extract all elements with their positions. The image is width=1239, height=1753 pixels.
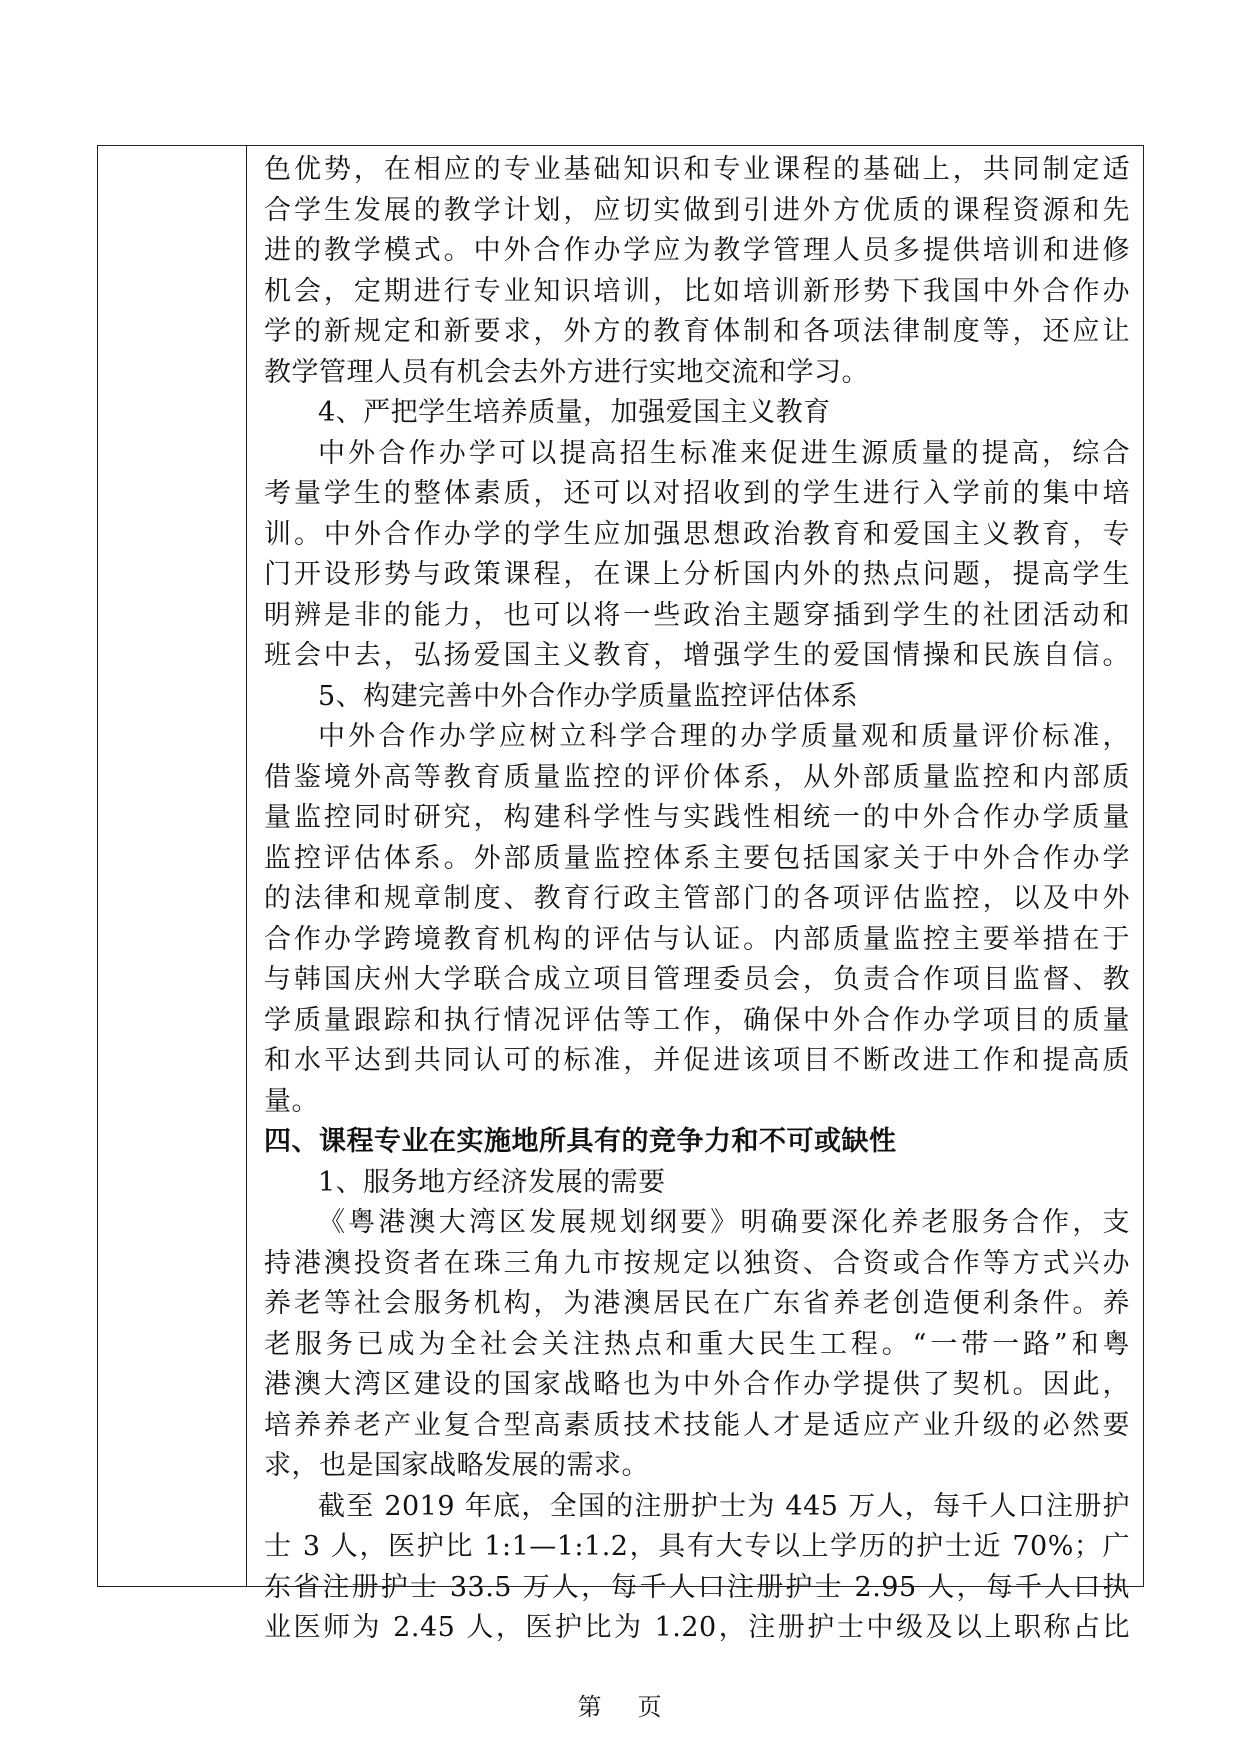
text-line: 养老等社会服务机构，为港澳居民在广东省养老创造便利条件。养 [264,1288,1130,1319]
text-line: 培养养老产业复合型高素质技术技能人才是适应产业升级的必然要 [264,1409,1130,1441]
text-line: 4、严把学生培养质量，加强爱国主义教育 [318,397,831,428]
text-line: 1、服务地方经济发展的需要 [318,1166,666,1198]
page-footer [0,1687,1239,1722]
footer-suffix: 页 [637,1693,662,1721]
text-line: 监控评估体系。外部质量监控体系主要包括国家关于中外合作办学 [264,842,1130,874]
text-line: 与韩国庆州大学联合成立项目管理委员会，负责合作项目监督、教 [264,964,1130,995]
column-divider [246,146,247,1586]
text-line: 截至 2019 年底，全国的注册护士为 445 万人，每千人口注册护 [318,1490,1130,1522]
text-line: 考量学生的整体素质，还可以对招收到的学生进行入学前的集中培 [264,478,1130,509]
text-line: 借鉴境外高等教育质量监控的评价体系，从外部质量监控和内部质 [264,761,1130,793]
body-text [264,150,1130,1649]
text-line: 中外合作办学可以提高招生标准来促进生源质量的提高，综合 [318,437,1130,469]
text-line: 进的教学模式。中外合作办学应为教学管理人员多提供培训和进修 [264,235,1130,266]
text-line: 5、构建完善中外合作办学质量监控评估体系 [318,680,859,712]
text-line: 东省注册护士 33.5 万人，每千人口注册护士 2.95 人，每千人口执 [264,1571,1130,1603]
section-heading: 四、课程专业在实施地所具有的竞争力和不可或缺性 [264,1126,897,1157]
text-line: 学质量跟踪和执行情况评估等工作，确保中外合作办学项目的质量 [264,1004,1130,1036]
text-line: 港澳大湾区建设的国家战略也为中外合作办学提供了契机。因此， [264,1369,1130,1400]
text-line: 持港澳投资者在珠三角九市按规定以独资、合资或合作等方式兴办 [264,1247,1130,1279]
text-line: 训。中外合作办学的学生应加强思想政治教育和爱国主义教育，专 [264,518,1130,550]
text-line: 士 3 人，医护比 1:1—1:1.2，具有大专以上学历的护士近 70%；广 [264,1531,1130,1562]
text-line: 明辨是非的能力，也可以将一些政治主题穿插到学生的社团活动和 [264,599,1130,631]
text-line: 和水平达到共同认可的标准，并促进该项目不断改进工作和提高质 [264,1045,1130,1076]
text-line: 学的新规定和新要求，外方的教育体制和各项法律制度等，还应让 [264,316,1130,347]
text-line: 机会，定期进行专业知识培训，比如培训新形势下我国中外合作办 [264,275,1130,307]
footer-prefix: 第 [577,1693,602,1721]
text-line: 门开设形势与政策课程，在课上分析国内外的热点问题，提高学生 [264,559,1130,590]
text-line: 色优势，在相应的专业基础知识和专业课程的基础上，共同制定适 [264,154,1130,185]
text-line: 合作办学跨境教育机构的评估与认证。内部质量监控主要举措在于 [264,923,1130,955]
text-line: 量监控同时研究，构建科学性与实践性相统一的中外合作办学质量 [264,802,1130,833]
text-line: 合学生发展的教学计划，应切实做到引进外方优质的课程资源和先 [264,194,1130,226]
text-line: 的法律和规章制度、教育行政主管部门的各项评估监控，以及中外 [264,883,1130,914]
text-line: 《粤港澳大湾区发展规划纲要》明确要深化养老服务合作，支 [318,1207,1130,1238]
text-line: 班会中去，弘扬爱国主义教育，增强学生的爱国情操和民族自信。 [264,640,1130,671]
form-table [97,145,1144,1643]
text-line: 求，也是国家战略发展的需求。 [264,1450,649,1481]
text-line: 业医师为 2.45 人，医护比为 1.20，注册护士中级及以上职称占比 [264,1612,1130,1643]
text-line: 量。 [264,1085,319,1117]
text-line: 老服务已成为全社会关注热点和重大民生工程。“一带一路”和粤 [264,1328,1130,1360]
text-line: 教学管理人员有机会去外方进行实地交流和学习。 [264,356,869,388]
text-line: 中外合作办学应树立科学合理的办学质量观和质量评价标准， [318,721,1130,752]
